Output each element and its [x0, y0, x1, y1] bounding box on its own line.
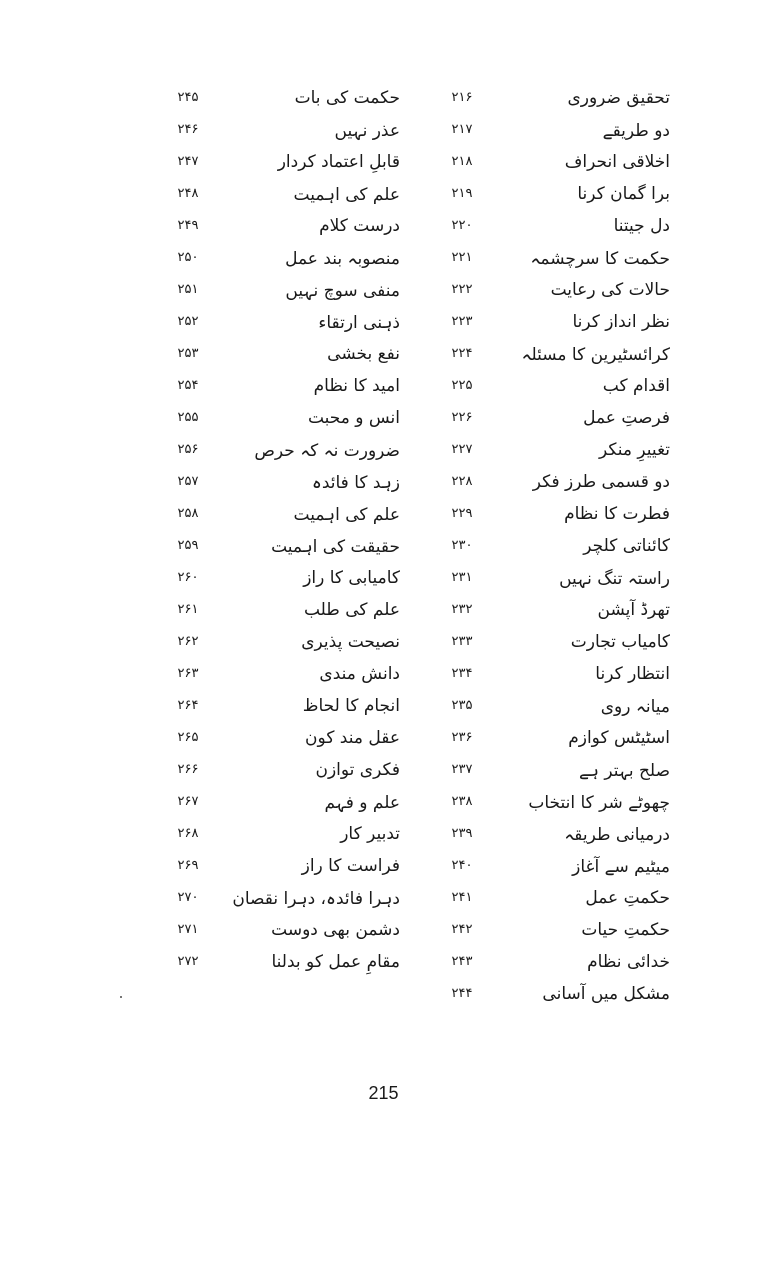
toc-entry-title: دل جیتنا: [613, 216, 670, 236]
toc-entry: [150, 436, 400, 468]
toc-entry-page: ۲۲۹: [451, 506, 473, 521]
toc-entry-title: دشمن بھی دوست: [271, 920, 400, 940]
toc-entry-title: چھوٹے شر کا انتخاب: [528, 793, 670, 813]
toc-entry-title: درمیانی طریقہ: [564, 825, 670, 845]
toc-entry: [420, 756, 670, 788]
scan-speck: [120, 996, 122, 998]
toc-entry-title: حالات کی رعایت: [550, 280, 670, 300]
toc-entry: [150, 532, 400, 564]
toc-entry-page: ۲۴۰: [451, 858, 473, 873]
toc-entry-page: ۲۶۷: [177, 794, 199, 809]
toc-entry: [420, 148, 670, 180]
toc-entry-title: دو قسمی طرز فکر: [532, 472, 670, 492]
toc-entry-title: اخلاقی انحراف: [564, 152, 670, 172]
toc-entry: [420, 404, 670, 436]
toc-entry: [420, 244, 670, 276]
toc-entry: [150, 788, 400, 820]
toc-entry: [150, 948, 400, 980]
toc-entry-title: انتظار کرنا: [595, 664, 670, 684]
toc-entry: [420, 180, 670, 212]
toc-entry: [420, 852, 670, 884]
toc-entry: [420, 660, 670, 692]
toc-entry-title: تھرڈ آپشن: [597, 600, 670, 620]
toc-entry-title: انجام کا لحاظ: [302, 696, 400, 716]
toc-entry-page: ۲۲۰: [451, 218, 473, 233]
toc-entry-page: ۲۲۸: [451, 474, 473, 489]
toc-entry-title: فکری توازن: [315, 760, 400, 780]
toc-entry-title: نظر انداز کرنا: [572, 312, 670, 332]
toc-entry-title: ضرورت نہ کہ حرص: [254, 441, 400, 461]
toc-entry: [420, 308, 670, 340]
toc-entry: [420, 564, 670, 596]
toc-column-right: [420, 84, 670, 1012]
toc-entry-page: ۲۷۱: [177, 922, 199, 937]
toc-entry-page: ۲۶۴: [177, 698, 199, 713]
toc-entry-page: ۲۳۸: [451, 794, 473, 809]
toc-entry-title: قابلِ اعتماد کردار: [277, 152, 400, 172]
toc-entry-page: ۲۵۰: [177, 250, 199, 265]
toc-entry-page: ۲۴۷: [177, 154, 199, 169]
toc-entry-page: ۲۵۵: [177, 410, 199, 425]
toc-entry: [420, 948, 670, 980]
toc-entry-title: فطرت کا نظام: [564, 504, 670, 524]
toc-column-left: [150, 84, 400, 980]
toc-entry-title: عقل مند کون: [305, 728, 400, 748]
toc-entry: [150, 308, 400, 340]
toc-entry: [150, 340, 400, 372]
toc-entry: [420, 436, 670, 468]
toc-entry-page: ۲۴۸: [177, 186, 199, 201]
toc-entry-page: ۲۵۴: [177, 378, 199, 393]
page-number: 215: [368, 1083, 399, 1103]
toc-entry: [420, 628, 670, 660]
toc-entry-title: منفی سوچ نہیں: [285, 281, 400, 301]
toc-entry-title: نصیحت پذیری: [301, 632, 400, 652]
toc-entry-title: فرصتِ عمل: [583, 408, 670, 428]
toc-entry-page: ۲۴۹: [177, 218, 199, 233]
toc-entry: [150, 852, 400, 884]
toc-entry: [420, 980, 670, 1012]
toc-entry-title: کامیابی کا راز: [303, 568, 400, 588]
toc-entry-title: علم کی اہمیت: [293, 185, 400, 205]
toc-entry: [150, 820, 400, 852]
toc-entry-page: ۲۲۷: [451, 442, 473, 457]
toc-entry: [150, 180, 400, 212]
toc-entry-page: ۲۲۱: [451, 250, 473, 265]
toc-entry-page: ۲۷۰: [177, 890, 199, 905]
toc-entry: [420, 212, 670, 244]
toc-entry-title: منصوبہ بند عمل: [285, 249, 400, 269]
toc-entry: [420, 340, 670, 372]
toc-entry-title: تدبیر کار: [340, 824, 400, 844]
toc-entry: [150, 692, 400, 724]
toc-entry-page: ۲۳۹: [451, 826, 473, 841]
toc-entry-title: حکمت کا سرچشمہ: [530, 249, 670, 269]
toc-entry-title: برا گمان کرنا: [577, 184, 670, 204]
toc-entry: [420, 692, 670, 724]
toc-entry-title: حکمتِ عمل: [585, 888, 670, 908]
toc-entry-page: ۲۶۳: [177, 666, 199, 681]
toc-entry: [420, 532, 670, 564]
toc-entry: [150, 404, 400, 436]
toc-entry: [150, 372, 400, 404]
toc-entry: [420, 372, 670, 404]
toc-entry-page: ۲۶۶: [177, 762, 199, 777]
toc-entry-title: ذہنی ارتقاء: [318, 313, 400, 333]
toc-entry-page: ۲۲۳: [451, 314, 473, 329]
toc-entry-title: حکمت کی بات: [294, 88, 400, 108]
toc-entry-page: ۲۴۲: [451, 922, 473, 937]
toc-entry-page: ۲۳۶: [451, 730, 473, 745]
toc-entry-page: ۲۵۸: [177, 506, 199, 521]
toc-entry-title: دو طریقے: [602, 121, 670, 141]
toc-entry: [150, 276, 400, 308]
toc-entry: [420, 116, 670, 148]
toc-entry: [150, 724, 400, 756]
toc-entry-page: ۲۵۲: [177, 314, 199, 329]
toc-entry: [150, 660, 400, 692]
toc-entry-page: ۲۲۴: [451, 346, 473, 361]
toc-entry: [150, 244, 400, 276]
toc-entry: [420, 724, 670, 756]
toc-entry-title: کامیاب تجارت: [570, 632, 670, 652]
toc-entry-page: ۲۴۶: [177, 122, 199, 137]
toc-entry: [150, 148, 400, 180]
toc-entry: [420, 884, 670, 916]
toc-entry: [150, 596, 400, 628]
toc-entry-page: ۲۶۵: [177, 730, 199, 745]
toc-entry-page: ۲۵۹: [177, 538, 199, 553]
toc-entry-title: دانش مندی: [319, 664, 400, 684]
toc-entry-title: فراست کا راز: [301, 856, 400, 876]
toc-entry-page: ۲۲۶: [451, 410, 473, 425]
toc-entry-page: ۲۶۸: [177, 826, 199, 841]
toc-entry-title: دہرا فائدہ، دہرا نقصان: [232, 889, 400, 909]
toc-entry: [420, 820, 670, 852]
toc-entry-page: ۲۵۷: [177, 474, 199, 489]
toc-entry: [150, 756, 400, 788]
toc-entry-title: علم و فہم: [324, 793, 400, 813]
toc-entry-page: ۲۶۲: [177, 634, 199, 649]
toc-entry-page: ۲۳۰: [451, 538, 473, 553]
toc-entry-page: ۲۱۷: [451, 122, 473, 137]
toc-entry-title: اسٹیٹس کوازم: [568, 728, 670, 748]
toc-entry-title: درست کلام: [319, 216, 400, 236]
toc-entry: [420, 276, 670, 308]
toc-entry-page: ۲۶۱: [177, 602, 199, 617]
toc-entry-title: مقامِ عمل کو بدلنا: [271, 952, 400, 972]
toc-entry-page: ۲۶۰: [177, 570, 199, 585]
toc-entry-title: تحقیق ضروری: [567, 88, 670, 108]
toc-entry: [150, 468, 400, 500]
toc-entry: [150, 500, 400, 532]
toc-entry-page: ۲۲۵: [451, 378, 473, 393]
toc-entry-page: ۲۳۵: [451, 698, 473, 713]
toc-entry-page: ۲۷۲: [177, 954, 199, 969]
toc-entry: [420, 916, 670, 948]
toc-entry: [420, 84, 670, 116]
toc-entry-title: خدائی نظام: [587, 952, 670, 972]
toc-entry-page: ۲۴۵: [177, 90, 199, 105]
toc-entry-page: ۲۳۱: [451, 570, 473, 585]
toc-entry: [420, 596, 670, 628]
toc-entry-title: علم کی اہمیت: [293, 505, 400, 525]
toc-entry-title: تغییرِ منکر: [599, 440, 670, 460]
toc-entry-title: حکمتِ حیات: [581, 920, 670, 940]
toc-entry: [150, 564, 400, 596]
toc-entry-title: کرائسٹیرین کا مسئلہ: [521, 345, 670, 365]
toc-entry-title: امید کا نظام: [313, 376, 400, 396]
toc-entry-title: میٹیم سے آغاز: [572, 857, 670, 877]
toc-entry-title: صلح بہتر ہے: [579, 761, 670, 781]
toc-entry-title: مشکل میں آسانی: [542, 984, 670, 1004]
toc-entry: [150, 212, 400, 244]
toc-entry: [150, 116, 400, 148]
toc-entry-page: ۲۵۳: [177, 346, 199, 361]
toc-entry-page: ۲۴۱: [451, 890, 473, 905]
toc-entry-page: ۲۱۸: [451, 154, 473, 169]
toc-entry: [150, 916, 400, 948]
toc-entry: [420, 500, 670, 532]
toc-entry-page: ۲۵۶: [177, 442, 199, 457]
toc-entry-page: ۲۴۴: [451, 986, 473, 1001]
toc-entry: [420, 468, 670, 500]
toc-entry-page: ۲۳۲: [451, 602, 473, 617]
toc-entry-title: میانہ روی: [600, 697, 670, 717]
toc-entry: [150, 628, 400, 660]
toc-entry: [420, 788, 670, 820]
toc-entry-title: عذر نہیں: [334, 121, 400, 141]
toc-entry-title: انس و محبت: [307, 408, 400, 428]
toc-entry-page: ۲۳۷: [451, 762, 473, 777]
toc-entry-title: راستہ تنگ نہیں: [559, 569, 670, 589]
toc-entry-page: ۲۲۲: [451, 282, 473, 297]
toc-entry-page: ۲۳۳: [451, 634, 473, 649]
toc-entry-page: ۲۵۱: [177, 282, 199, 297]
toc-entry-page: ۲۱۶: [451, 90, 473, 105]
toc-entry-title: کائناتی کلچر: [583, 536, 670, 556]
toc-entry: [150, 884, 400, 916]
toc-entry-title: نفع بخشی: [327, 344, 400, 364]
toc-entry-title: زہد کا فائدہ: [311, 473, 400, 493]
toc-entry-page: ۲۴۳: [451, 954, 473, 969]
toc-entry-title: اقدام کب: [602, 376, 670, 396]
toc-entry: [150, 84, 400, 116]
toc-entry-title: علم کی طلب: [303, 600, 400, 620]
toc-entry-page: ۲۶۹: [177, 858, 199, 873]
toc-entry-page: ۲۱۹: [451, 186, 473, 201]
toc-entry-page: ۲۳۴: [451, 666, 473, 681]
toc-entry-title: حقیقت کی اہمیت: [271, 537, 400, 557]
